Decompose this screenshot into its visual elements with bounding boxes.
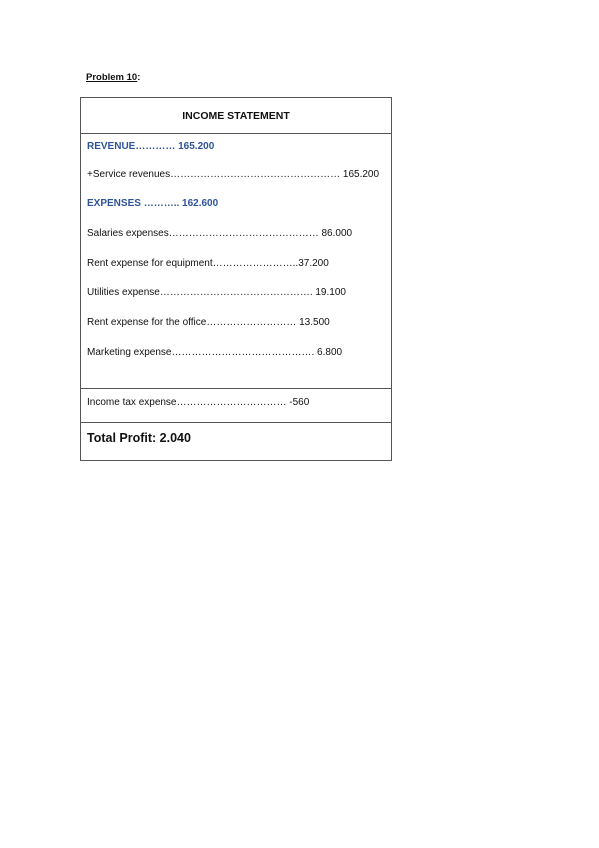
income-statement-box <box>80 97 392 461</box>
statement-title: INCOME STATEMENT <box>81 98 391 134</box>
divider <box>81 388 391 389</box>
expenses-line: EXPENSES ……….. 162.600 <box>87 198 219 209</box>
rent-office-line: Rent expense for the office……………………… 13.500 <box>87 317 330 328</box>
total-profit: Total Profit: 2.040 <box>87 431 191 445</box>
revenue-line: REVENUE………… 165.200 <box>87 141 215 152</box>
problem-heading <box>86 72 140 83</box>
income-tax-line: Income tax expense…………………………… -560 <box>87 397 310 408</box>
rent-equipment-line: Rent expense for equipment……………………..37.200 <box>87 258 329 269</box>
service-revenues-line: +Service revenues…………………………………………… 165.200 <box>87 169 380 180</box>
problem-number: Problem 10 <box>86 72 138 83</box>
salaries-expenses-line: Salaries expenses……………………………………… 86.000 <box>87 228 353 239</box>
marketing-expense-line: Marketing expense……………………………………. 6.800 <box>87 347 343 358</box>
divider <box>81 422 391 423</box>
utilities-expense-line: Utilities expense………………………………………. 19.100 <box>87 287 346 298</box>
problem-colon: : <box>137 72 141 83</box>
